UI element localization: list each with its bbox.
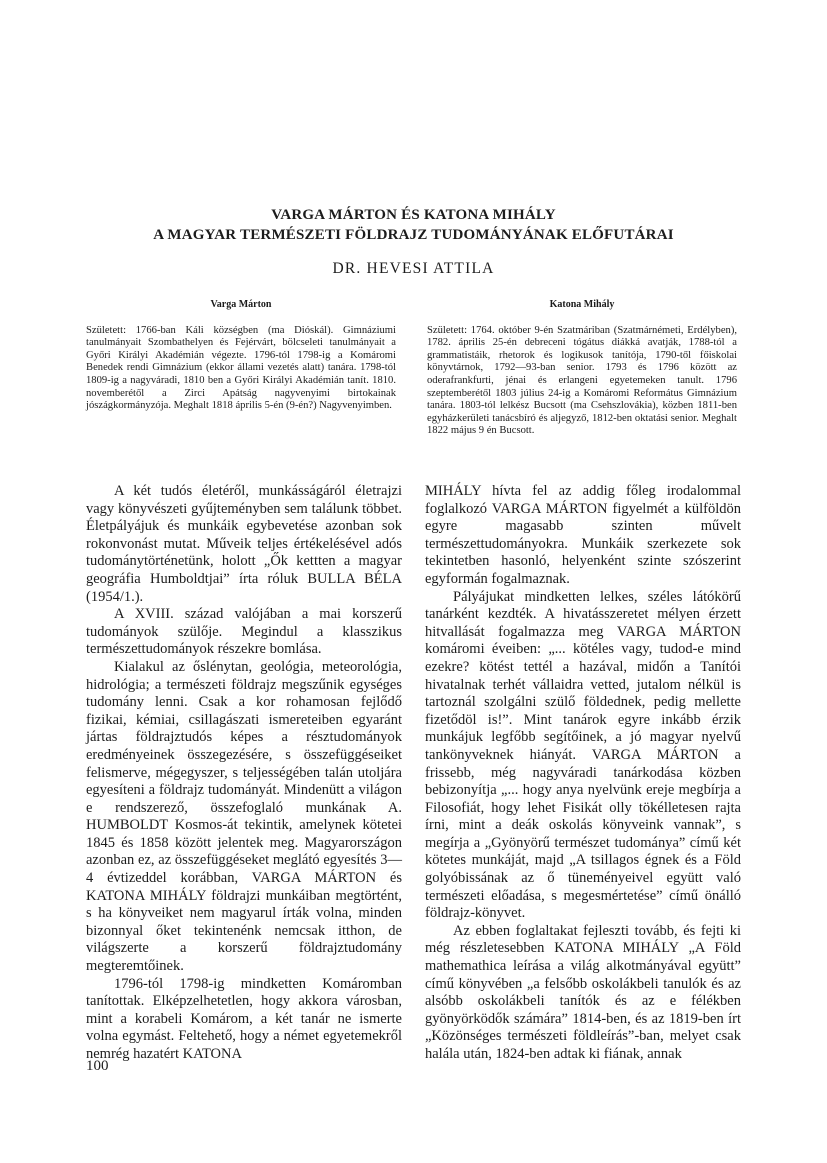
body-column-left <box>86 483 402 1064</box>
bio-varga-text: Született: 1766-ban Káli községben (ma Dióskál). Gimnáziumi tanulmányait Szombathelyen és Fejérvárt, bölcseleti tanulmányait a Győri Királyi Akadémián végezte. 1796-tól 1798-ig a Komáromi Benedek rendi Gimnázium (ekkor állami vezetés alatt) tanára. 1798-tól 1809-ig a nagyváradi, 1810 ben a Győri Királyi Akadémián tanít. 1810. novemberétől a Zirci Apátság nagyvenyimi birtokainak jószágkormányzója. Meghalt 1818 április 5-én (9-én?) Nagyvenyimben. <box>86 324 396 412</box>
article-title-line-1: VARGA MÁRTON ÉS KATONA MIHÁLY <box>271 207 556 223</box>
page-number: 100 <box>86 1058 109 1074</box>
author-name: DR. HEVESI ATTILA <box>332 260 495 277</box>
paragraph: A két tudós életéről, munkásságáról életrajzi vagy könyvészeti gyűjteményben sem találunk többet. Életpályájuk és munkáik egybevetése azonban sok rokonvonást mutat. Műveik teljes értékelésével adós tudománytörténetünk, holott „Ők kettten a magyar geográfia Humboldtjai” írta róluk BULLA BÉLA (1954/1.). <box>86 483 402 605</box>
paragraph: MIHÁLY hívta fel az addig főleg irodalommal foglalkozó VARGA MÁRTON figyelmét a külföldön egyre magasabb szinten művelt természettudományokra. Munkáik szerkezete sok tekintetben hasonló, helyenként szinte szószerint egyformán fogalmaznak. <box>425 483 741 587</box>
body-column-right <box>425 483 741 1064</box>
paragraph: Kialakul az őslénytan, geológia, meteorológia, hidrológia; a természeti földrajz megszűnik egységes tudomány lenni. Csak a kor rohamosan fejlődő fizikai, kémiai, csillagászati ismereteiben egyaránt jártas földrajztudós képes a résztudományok eredményeinek összegezésére, s összefüggéseiket felismerve, mégegyszer, s teljességében talán utoljára egyesíteni a földrajz tudományát. Mindenütt a világon e rendszerező, összefoglaló munkának A. HUMBOLDT Kosmos-át tekintik, amelynek kötetei 1845 és 1858 között jelentek meg. Magyarországon azonban ez, az összefüggéseket meglátó egyesítés 3—4 évtizeddel korábban, VARGA MÁRTON és KATONA MIHÁLY földrajzi munkáiban megtörtént, s ha könyveiket nem magyarul írták volna, minden bizonnyal őket tekintenénk nemcsak itthon, de világszerte a korszerű földrajztudomány megteremtőinek. <box>86 658 402 975</box>
bio-katona-heading: Katona Mihály <box>549 299 615 310</box>
paragraph: 1796-tól 1798-ig mindketten Komáromban tanítottak. Elképzelhetetlen, hogy akkora városban, mint a korabeli Komárom, a két tanár ne ismerte volna egymást. Feltehető, hogy a német egyetemekről nemrég hazatért KATONA <box>86 975 402 1062</box>
bio-katona <box>427 299 737 438</box>
bio-varga-heading: Varga Márton <box>210 299 272 310</box>
paragraph: Az ebben foglaltakat fejleszti tovább, és fejti ki még részletesebben KATONA MIHÁLY „A Föld mathemathica leírása a világ alkotmányával együtt” című könyvében „a felsőbb oskolákbeli tanulók és az alsóbb oskolákbeli tanítók és az e félékben gyönyörködők számára” 1814-ben, és az 1819-ben írt „Közönséges természeti földleírás”-ban, melyet csak halála után, 1824-ben adtak ki fiának, annak <box>425 922 741 1062</box>
paragraph: Pályájukat mindketten lelkes, széles látókörű tanárként kezdték. A hivatásszeretet mélyen érzett hitvallását fogalmazza meg VARGA MÁRTON komáromi éveiben: „... kötéles vagy, tudod-e mind ezekre? kötést tettél a hazával, midőn a Tanítói hivatalnak terhét vállaidra vetted, jutalom nélkül is tartoznál szolgálni szülő földednek, pedig mellette fizetődöl is!”. Mint tanárok egyre inkább érzik munkájuk legfőbb segítőinek, a jó magyar nyelvű tankönyveknek hiányát. VARGA MÁRTON a frissebb, még nagyváradi tanárkodása közben bebizonyítja „... hogy anya nyelvünk ereje megbírja a Filosofiát, hogy lehet Fisikát olly tökélletesen rajta írni, mint a deák oskolás könyveink vannak”, s megírja a „Gyönyörű természet tudománya” című két kötetes munkáját, majd „A tsillagos égnek és a Föld golyóbissának az ő tüneményeivel együtt való természeti előadása, s megesmértetése” című önálló földrajz-könyvet. <box>425 588 741 922</box>
article-title-line-2: A MAGYAR TERMÉSZETI FÖLDRAJZ TUDOMÁNYÁNAK ELŐFUTÁRAI <box>153 227 674 243</box>
article-title <box>100 205 727 245</box>
paragraph: A XVIII. század valójában a mai korszerű tudományok szülője. Megindul a klasszikus természettudományok részekre bomlása. <box>86 606 402 658</box>
bio-varga <box>86 299 396 413</box>
bio-katona-text: Született: 1764. október 9-én Szatmáriban (Szatmárnémeti, Erdélyben), 1782. április 25-én debreceni tógátus diákká avatják, 1788-tól a grammatistáik, rhetorok és logikusok tanítója, 1790-től főiskolai könyvtárnok, 1792—93-ban senior. 1793 és 1796 között az oderafrankfurti, jénai és erlangeni egyetemeken tanult. 1796 szeptemberétől 1803 július 24-ig a Komáromi Református Gimnázium tanára. 1803-tól lelkész Bucsott (ma Csehszlovákia), közben 1811-ben egyházkerületi tanácsbíró és aljegyző, 1812-ben oktatási senior. Meghalt 1822 május 9 én Bucsott. <box>427 324 737 437</box>
